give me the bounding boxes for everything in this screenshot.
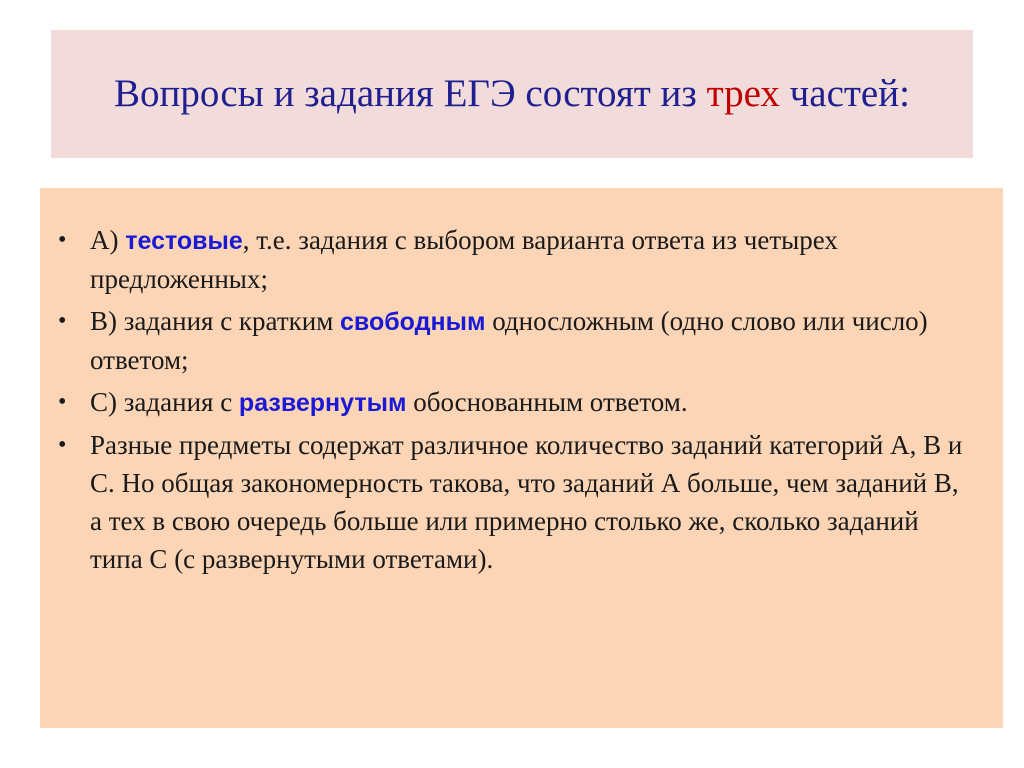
bullet-text-pre: А) (90, 225, 126, 255)
slide-title (114, 69, 910, 119)
bullet-highlight: тестовые (125, 227, 243, 255)
title-part-2: частей: (779, 72, 910, 115)
bullet-item-c (58, 383, 973, 422)
bullet-text-pre: В) задания с кратким (90, 306, 341, 336)
bullet-text-post: , т.е. задания с выбором варианта ответа из четырех предложенных; (90, 225, 838, 294)
title-part-1: Вопросы и задания ЕГЭ состоят из (114, 72, 707, 115)
bullet-text-post: односложным (одно слово или число) ответом; (90, 306, 928, 375)
bullet-list (58, 221, 973, 578)
bullet-text-pre: С) задания с (90, 387, 239, 417)
bullet-dot: • (58, 308, 67, 334)
bullet-item-a (58, 221, 973, 298)
bullet-text-pre: Разные предметы содержат различное количество заданий категорий А, В и С. Но общая закономерность такова, что заданий А больше, чем заданий В, а тех в свою очередь больше или примерно столько же, сколько заданий типа С (с развернутыми ответами). (90, 430, 963, 574)
bullet-text-post: обоснованным ответом. (406, 387, 688, 417)
bullet-item-summary (58, 426, 973, 578)
bullet-dot: • (58, 432, 67, 458)
content-box (40, 188, 1003, 728)
bullet-highlight: развернутым (238, 389, 407, 417)
bullet-item-b (58, 302, 973, 379)
bullet-highlight: свободным (340, 308, 486, 336)
bullet-dot: • (58, 227, 67, 253)
title-box (51, 30, 973, 158)
bullet-dot: • (58, 389, 67, 415)
title-accent: трех (706, 72, 780, 115)
